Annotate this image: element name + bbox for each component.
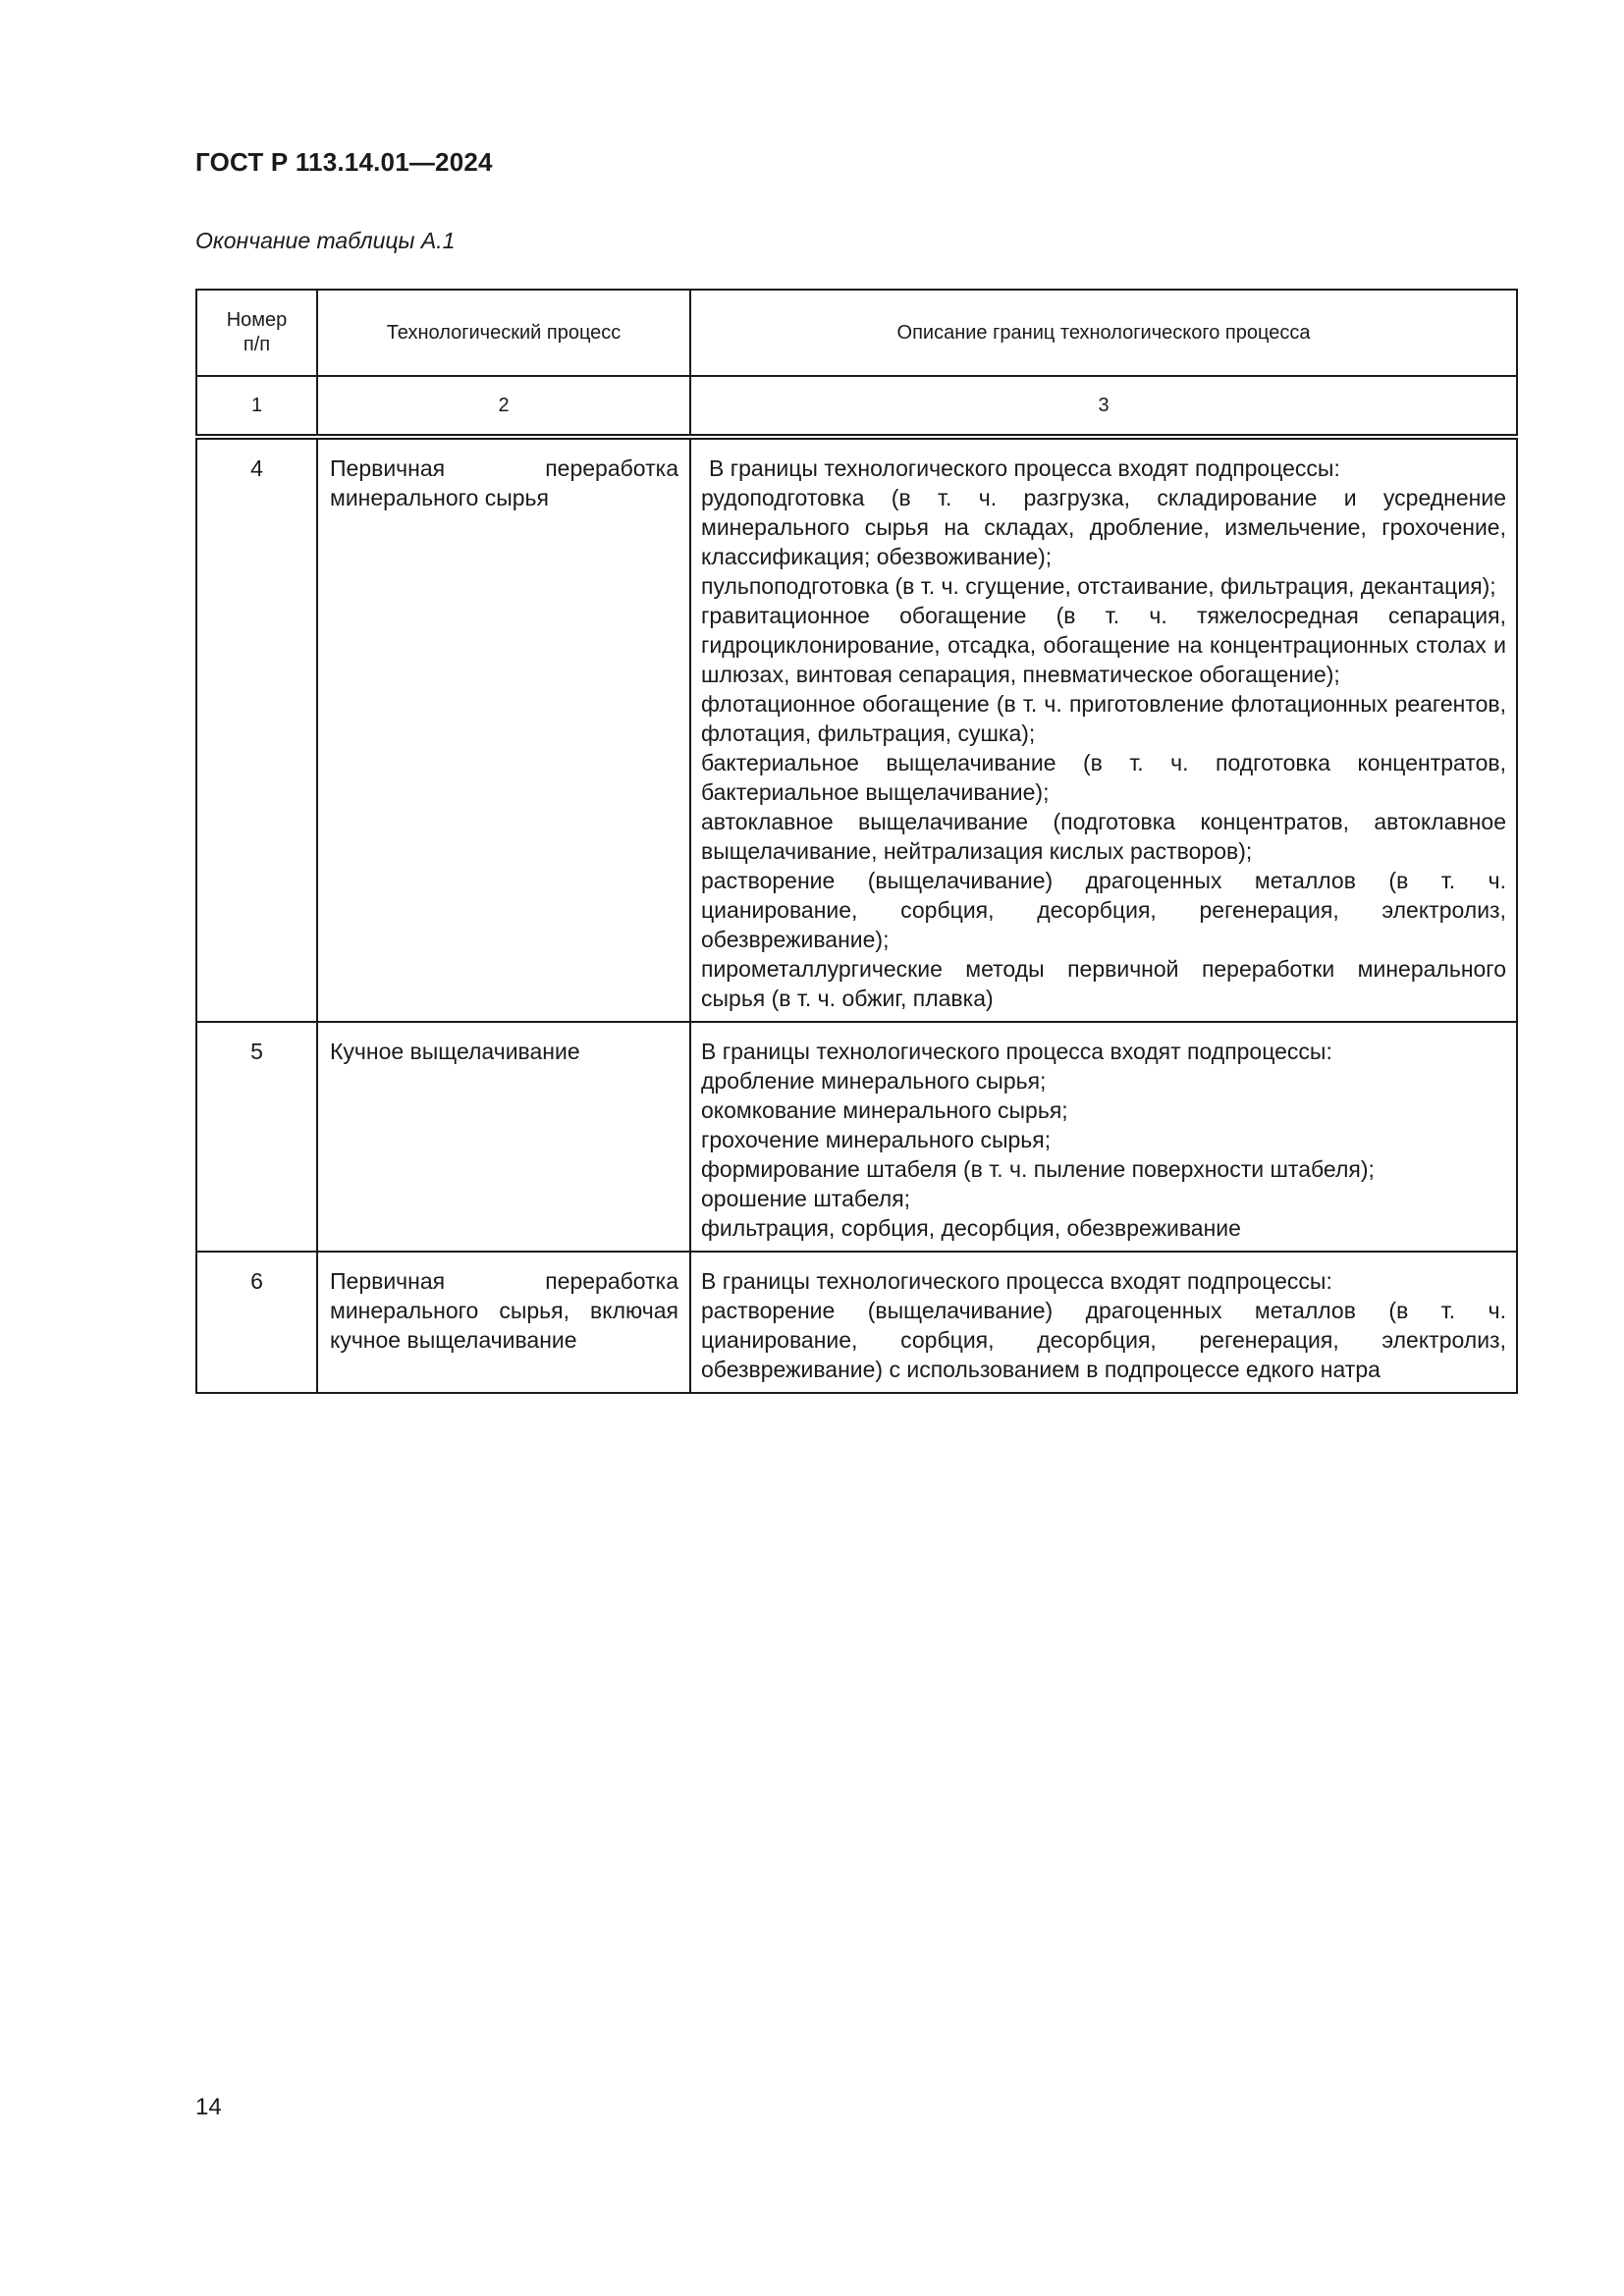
document-code: ГОСТ Р 113.14.01—2024 — [195, 147, 493, 177]
description-line: дробление минерального сырья; — [701, 1068, 1047, 1094]
row-description — [690, 1252, 1517, 1393]
header-process: Технологический процесс — [317, 290, 690, 376]
description-line: пульпоподготовка (в т. ч. сгущение, отстаивание, фильтрация, декантация); — [701, 573, 1496, 599]
description-line: гравитационное обогащение (в т. ч. тяжелосредная сепарация, гидроциклонирование, отсадка, обогащение на концентрационных столах и шлюзах, винтовая сепарация, пневматическое обогащение); — [701, 603, 1506, 687]
row-description — [690, 1022, 1517, 1252]
description-line: фильтрация, сорбция, десорбция, обезвреживание — [701, 1215, 1241, 1241]
table-row — [196, 1022, 1517, 1252]
table-caption: Окончание таблицы А.1 — [195, 228, 456, 253]
description-line: рудоподготовка (в т. ч. разгрузка, складирование и усреднение минерального сырья на складах, дробление, измельчение, грохочение, классификация; обезвоживание); — [701, 485, 1506, 569]
table-row — [196, 1252, 1517, 1393]
header-number: Номер п/п — [196, 290, 317, 376]
description-line: растворение (выщелачивание) драгоценных металлов (в т. ч. цианирование, сорбция, десорбция, регенерация, электролиз, обезвреживание); — [701, 868, 1506, 952]
row-number: 4 — [196, 437, 317, 1022]
process-table — [195, 289, 1518, 1394]
row-process: Кучное выщелачивание — [317, 1022, 690, 1252]
description-line: В границы технологического процесса входят подпроцессы: — [701, 1268, 1332, 1294]
row-description — [690, 437, 1517, 1022]
description-line: орошение штабеля; — [701, 1186, 911, 1211]
column-number: 3 — [690, 376, 1517, 437]
page-number: 14 — [195, 2094, 222, 2120]
description-line: грохочение минерального сырья; — [701, 1127, 1052, 1152]
row-number: 6 — [196, 1252, 317, 1393]
description-line: растворение (выщелачивание) драгоценных металлов (в т. ч. цианирование, сорбция, десорбция, регенерация, электролиз, обезвреживание) с использованием в подпроцессе едкого натра — [701, 1298, 1506, 1382]
table-header-row — [196, 290, 1517, 376]
row-process: Первичная переработка минерального сырья — [317, 437, 690, 1022]
description-line: пирометаллургические методы первичной переработки минерального сырья (в т. ч. обжиг, плавка) — [701, 956, 1506, 1011]
description-line: окомкование минерального сырья; — [701, 1097, 1068, 1123]
description-line: автоклавное выщелачивание (подготовка концентратов, автоклавное выщелачивание, нейтрализация кислых растворов); — [701, 809, 1506, 864]
table-row — [196, 437, 1517, 1022]
column-number-row — [196, 376, 1517, 437]
column-number: 1 — [196, 376, 317, 437]
description-line: бактериальное выщелачивание (в т. ч. подготовка концентратов, бактериальное выщелачивание); — [701, 750, 1506, 805]
row-process: Первичная переработка минерального сырья, включая кучное выщелачивание — [317, 1252, 690, 1393]
description-line: В границы технологического процесса входят подпроцессы: — [701, 1039, 1332, 1064]
description-line: формирование штабеля (в т. ч. пыление поверхности штабеля); — [701, 1156, 1375, 1182]
header-description: Описание границ технологического процесса — [690, 290, 1517, 376]
column-number: 2 — [317, 376, 690, 437]
description-line: В границы технологического процесса входят подпроцессы: — [709, 455, 1340, 481]
description-line: флотационное обогащение (в т. ч. приготовление флотационных реагентов, флотация, фильтрация, сушка); — [701, 691, 1506, 746]
row-number: 5 — [196, 1022, 317, 1252]
